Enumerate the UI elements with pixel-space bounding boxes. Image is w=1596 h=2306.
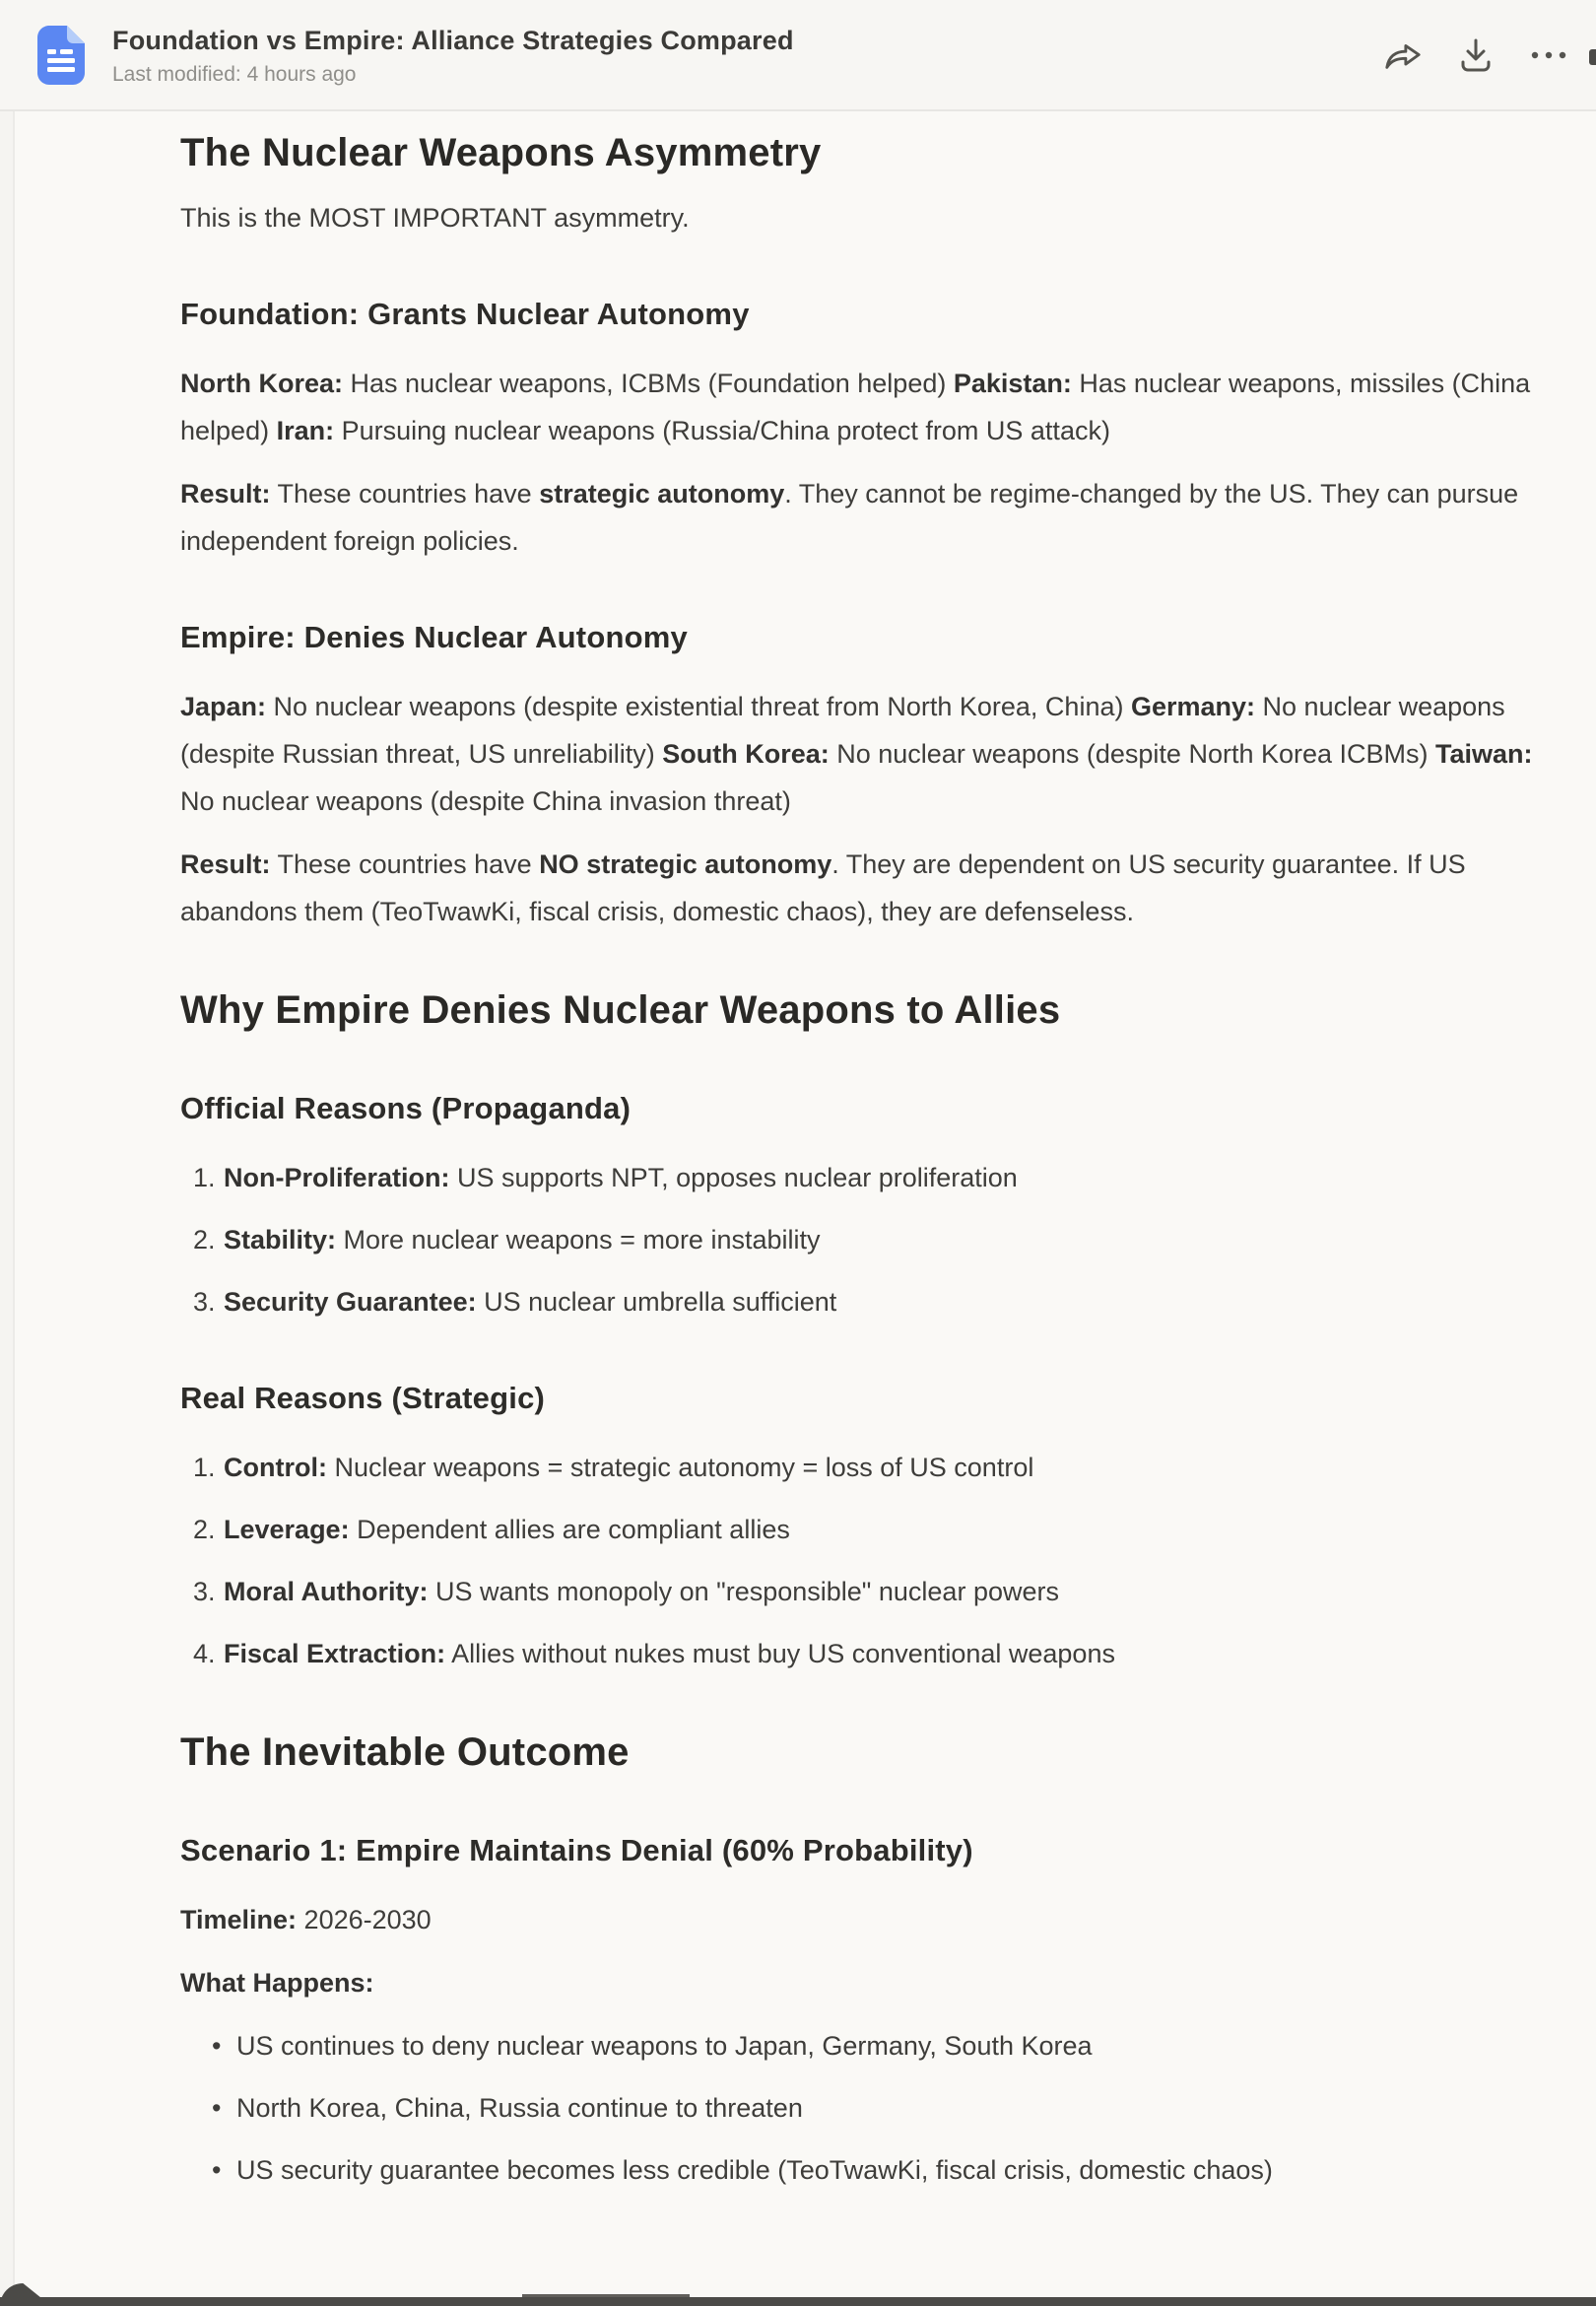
list-item [180, 1216, 1542, 1263]
text-run: US security guarantee becomes less credible (TeoTwawKi, fiscal crisis, domestic chaos) [236, 2155, 1273, 2185]
text-run: No nuclear weapons (despite China invasion threat) [180, 786, 791, 816]
header-title-block [112, 24, 1383, 87]
section-heading: The Inevitable Outcome [180, 1730, 630, 1774]
list-item [180, 2084, 1542, 2132]
bold-text: Timeline: [180, 1905, 298, 1934]
text-run: North Korea, China, Russia continue to threaten [236, 2093, 803, 2123]
paragraph [180, 841, 1542, 935]
bold-text: Taiwan: [1435, 739, 1533, 769]
bold-text: Result: [180, 849, 271, 879]
list-item [180, 2146, 1542, 2194]
app-header [0, 0, 1596, 111]
paragraph [180, 470, 1542, 565]
share-icon [1383, 37, 1423, 73]
text-run: US supports NPT, opposes nuclear proliferation [449, 1163, 1018, 1192]
text-run: . They cannot be regime-changed by the US. They can pursue independent foreign policies. [180, 479, 1519, 556]
section-heading: Why Empire Denies Nuclear Weapons to Allies [180, 988, 1061, 1032]
list-item [180, 1506, 1542, 1553]
list-item [180, 1444, 1542, 1491]
subsection-heading: Real Reasons (Strategic) [180, 1381, 546, 1415]
list-item-text [236, 2022, 1542, 2069]
list-number: 1. [193, 1453, 216, 1482]
bullet-list [180, 2022, 1542, 2194]
paragraph [180, 1959, 1542, 2006]
paragraph [180, 194, 1542, 241]
paragraph [180, 360, 1542, 454]
paragraph [180, 683, 1542, 825]
bold-text: Japan: [180, 692, 267, 721]
list-item-text [224, 1278, 1542, 1325]
list-item-text [224, 1630, 1542, 1677]
text-run: Allies without nukes must buy US conventional weapons [445, 1639, 1115, 1668]
list-item-text [224, 1568, 1542, 1615]
more-icon [1529, 49, 1568, 61]
clipped-edge-icon [1589, 49, 1596, 65]
subsection-heading: Empire: Denies Nuclear Autonomy [180, 620, 688, 654]
bold-text: Result: [180, 479, 271, 509]
text-run: Has nuclear weapons, missiles (China helped) [180, 369, 1531, 445]
download-icon [1457, 36, 1495, 74]
section-heading: The Nuclear Weapons Asymmetry [180, 131, 822, 174]
bold-text: Security Guarantee: [224, 1287, 477, 1317]
bullet-icon: • [212, 2031, 222, 2061]
bold-text: Germany: [1130, 692, 1256, 721]
text-run: These countries have [270, 479, 540, 509]
text-run: This is the MOST IMPORTANT asymmetry. [180, 203, 690, 233]
bold-text: Pakistan: [953, 369, 1072, 398]
last-modified-label: Last modified: 4 hours ago [112, 62, 357, 86]
bullet-icon: • [212, 2093, 222, 2123]
list-number: 4. [193, 1639, 216, 1668]
bold-text: strategic autonomy [539, 479, 785, 509]
list-item-text [224, 1154, 1542, 1201]
bold-text: What Happens: [180, 1968, 374, 1998]
bold-text: Fiscal Extraction: [224, 1639, 446, 1668]
list-item [180, 1630, 1542, 1677]
share-button[interactable] [1383, 35, 1423, 75]
text-run: More nuclear weapons = more instability [336, 1225, 821, 1255]
text-run: Has nuclear weapons, ICBMs (Foundation helped) [343, 369, 954, 398]
bold-text: NO strategic autonomy [539, 849, 832, 879]
text-run: Dependent allies are compliant allies [349, 1515, 790, 1544]
list-item-text [224, 1216, 1542, 1263]
document-body [0, 111, 1596, 2194]
bold-text: Moral Authority: [224, 1577, 429, 1606]
list-item-text [224, 1506, 1542, 1553]
list-item-text [236, 2084, 1542, 2132]
bold-text: Non-Proliferation: [224, 1163, 450, 1192]
list-item [180, 1154, 1542, 1201]
list-item-text [236, 2146, 1542, 2194]
text-run: US continues to deny nuclear weapons to Japan, Germany, South Korea [236, 2031, 1093, 2061]
bottom-overlay-bar [0, 2297, 1596, 2306]
list-number: 3. [193, 1577, 216, 1606]
text-run: US nuclear umbrella sufficient [476, 1287, 837, 1317]
list-number: 3. [193, 1287, 216, 1317]
list-item [180, 1568, 1542, 1615]
bullet-icon: • [212, 2155, 222, 2185]
bold-text: North Korea: [180, 369, 344, 398]
text-run: 2026-2030 [297, 1905, 432, 1934]
text-run: No nuclear weapons (despite North Korea ICBMs) [829, 739, 1436, 769]
list-item [180, 2022, 1542, 2069]
text-run: Pursuing nuclear weapons (Russia/China protect from US attack) [334, 416, 1110, 445]
bold-text: South Korea: [662, 739, 830, 769]
ordered-list [180, 1154, 1542, 1325]
list-number: 1. [193, 1163, 216, 1192]
paragraph [180, 1896, 1542, 1943]
bold-text: Leverage: [224, 1515, 350, 1544]
bold-text: Iran: [276, 416, 335, 445]
subsection-heading: Official Reasons (Propaganda) [180, 1091, 632, 1125]
text-run: Nuclear weapons = strategic autonomy = loss of US control [326, 1453, 1034, 1482]
download-button[interactable] [1456, 35, 1496, 75]
text-run: US wants monopoly on "responsible" nuclear powers [428, 1577, 1059, 1606]
list-item-text [224, 1444, 1542, 1491]
document-title: Foundation vs Empire: Alliance Strategies Compared [112, 25, 794, 55]
subsection-heading: Foundation: Grants Nuclear Autonomy [180, 297, 750, 331]
document-file-icon [37, 26, 91, 85]
list-item [180, 1278, 1542, 1325]
list-number: 2. [193, 1225, 216, 1255]
more-options-button[interactable] [1529, 35, 1568, 75]
text-run: . They are dependent on US security guarantee. If US abandons them (TeoTwawKi, fiscal crisis, domestic chaos), they are defenseless. [180, 849, 1466, 926]
text-run: These countries have [270, 849, 540, 879]
ordered-list [180, 1444, 1542, 1677]
list-number: 2. [193, 1515, 216, 1544]
bold-text: Control: [224, 1453, 327, 1482]
text-run: No nuclear weapons (despite existential threat from North Korea, China) [266, 692, 1131, 721]
subsection-heading: Scenario 1: Empire Maintains Denial (60% Probability) [180, 1833, 973, 1867]
header-actions [1383, 35, 1596, 75]
bold-text: Stability: [224, 1225, 337, 1255]
text-run: No nuclear weapons (despite Russian threat, US unreliability) [180, 692, 1505, 769]
